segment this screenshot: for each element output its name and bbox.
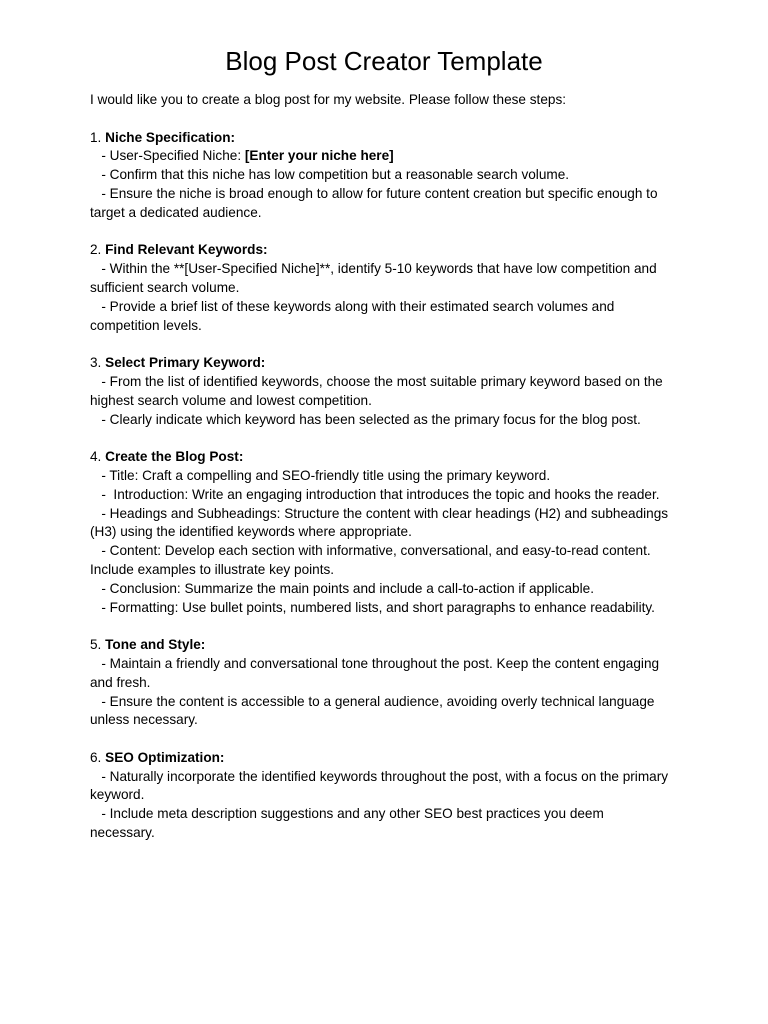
section-number: 5. (90, 637, 106, 653)
section-heading (90, 749, 690, 768)
section-line: and fresh. (90, 674, 151, 690)
section-number: 3. (90, 355, 106, 371)
section-heading-label: Create the Blog Post: (105, 449, 244, 465)
section-line: sufficient search volume. (90, 279, 240, 295)
section-heading-label: Find Relevant Keywords: (105, 242, 268, 258)
section-line: - Maintain a friendly and conversational tone throughout the post. Keep the content engaging (90, 655, 660, 671)
section-line: unless necessary. (90, 712, 198, 728)
section-line: - Within the **[User-Specified Niche]**, identify 5-10 keywords that have low competition and (90, 261, 657, 277)
niche-placeholder: [Enter your niche here] (244, 148, 394, 164)
section-number: 2. (90, 242, 106, 258)
section-line: - Formatting: Use bullet points, numbered lists, and short paragraphs to enhance readability. (90, 599, 655, 615)
section-line: - Ensure the niche is broad enough to allow for future content creation but specific enough to (90, 185, 658, 201)
section-heading-label: Tone and Style: (105, 637, 206, 653)
section-heading (90, 354, 690, 373)
spacer (90, 617, 690, 636)
section-line: target a dedicated audience. (90, 204, 262, 220)
section-line: Include examples to illustrate key points. (90, 561, 335, 577)
section-heading (90, 241, 690, 260)
section-niche-specification (90, 129, 690, 223)
section-create-blog-post (90, 448, 690, 617)
section-line: - From the list of identified keywords, choose the most suitable primary keyword based on the (90, 373, 663, 389)
spacer (90, 335, 690, 354)
section-heading-label: Select Primary Keyword: (105, 355, 266, 371)
section-find-relevant-keywords (90, 241, 690, 335)
section-number: 6. (90, 749, 106, 765)
section-line: (H3) using the identified keywords where appropriate. (90, 524, 412, 540)
line-prefix: - User-Specified Niche: (90, 148, 245, 164)
section-line: keyword. (90, 787, 145, 803)
spacer (90, 730, 690, 749)
spacer (90, 223, 690, 242)
section-line: highest search volume and lowest competition. (90, 392, 372, 408)
section-line: - Conclusion: Summarize the main points and include a call-to-action if applicable. (90, 580, 594, 596)
spacer (90, 429, 690, 448)
section-line: - Confirm that this niche has low competition but a reasonable search volume. (90, 167, 570, 183)
section-tone-and-style (90, 636, 690, 730)
section-line: - Content: Develop each section with informative, conversational, and easy-to-read content. (90, 543, 651, 559)
section-line: necessary. (90, 825, 155, 841)
section-line: - Provide a brief list of these keywords along with their estimated search volumes and (90, 298, 615, 314)
section-number: 4. (90, 449, 106, 465)
section-line: - Headings and Subheadings: Structure the content with clear headings (H2) and subheadings (90, 505, 669, 521)
section-line: competition levels. (90, 317, 202, 333)
page-title: Blog Post Creator Template (225, 46, 543, 76)
section-line (90, 147, 690, 166)
spacer (90, 110, 690, 129)
section-line: - Clearly indicate which keyword has been selected as the primary focus for the blog post. (90, 411, 641, 427)
section-select-primary-keyword (90, 354, 690, 429)
section-line: - Ensure the content is accessible to a general audience, avoiding overly technical language (90, 693, 655, 709)
section-line: - Include meta description suggestions and any other SEO best practices you deem (90, 806, 604, 822)
intro-text: I would like you to create a blog post for my website. Please follow these steps: (90, 92, 567, 107)
section-heading (90, 636, 690, 655)
section-number: 1. (90, 129, 106, 145)
section-heading-label: SEO Optimization: (105, 749, 225, 765)
section-line: - Introduction: Write an engaging introduction that introduces the topic and hooks the reader. (90, 486, 660, 502)
section-line: - Title: Craft a compelling and SEO-friendly title using the primary keyword. (90, 467, 551, 483)
section-line: - Naturally incorporate the identified keywords throughout the post, with a focus on the primary (90, 768, 669, 784)
section-seo-optimization (90, 749, 690, 843)
document-body (90, 91, 690, 843)
section-heading (90, 448, 690, 467)
section-heading (90, 129, 690, 148)
section-heading-label: Niche Specification: (105, 129, 236, 145)
